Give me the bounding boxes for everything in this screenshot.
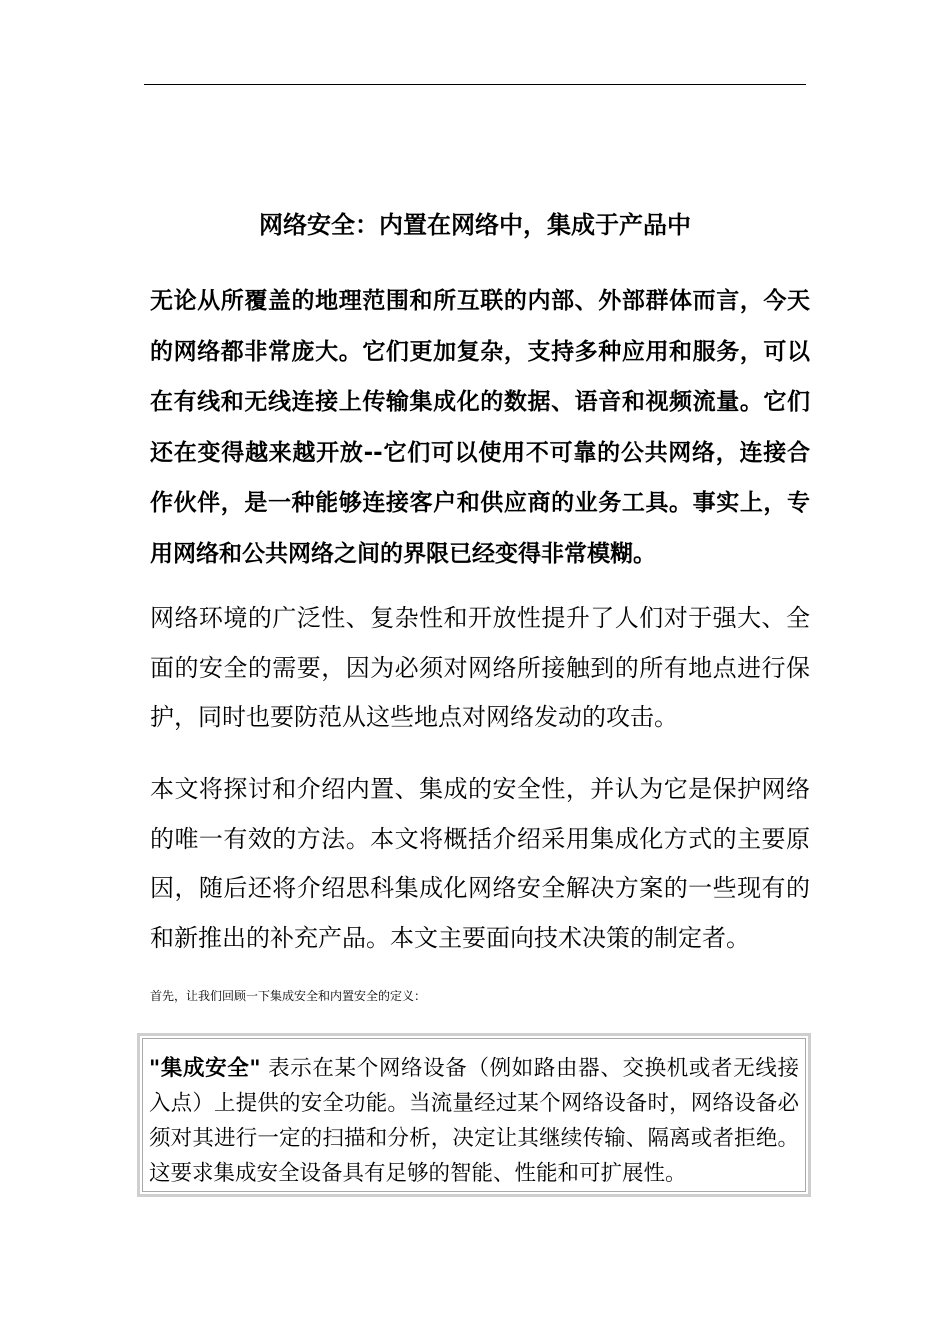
document-title: 网络安全：内置在网络中，集成于产品中 bbox=[259, 211, 691, 239]
header-rule bbox=[144, 84, 806, 85]
intro-paragraph: 无论从所覆盖的地理范围和所互联的内部、外部群体而言，今天的网络都非常庞大。它们更加复杂，支持多种应用和服务，可以在有线和无线连接上传输集成化的数据、语音和视频流量。它们还在变得越来越开放--它们可以使用不可靠的公共网络，连接合作伙伴，是一种能够连接客户和供应商的业务工具。事实上，专用网络和公共网络之间的界限已经变得非常模糊。 bbox=[150, 288, 810, 567]
body-paragraph-2: 本文将探讨和介绍内置、集成的安全性，并认为它是保护网络的唯一有效的方法。本文将概括介绍采用集成化方式的主要原因，随后还将介绍思科集成化网络安全解决方案的一些现有的和新推出的补充产品。本文主要面向技术决策的制定者。 bbox=[150, 775, 810, 952]
definition-intro-note: 首先，让我们回顾一下集成安全和内置安全的定义： bbox=[150, 989, 427, 1003]
definition-text: 表示在某个网络设备（例如路由器、交换机或者无线接入点）上提供的安全功能。当流量经过某个网络设备时，网络设备必须对其进行一定的扫描和分析，决定让其继续传输、隔离或者拒绝。这要求集成安全设备具有足够的智能、性能和可扩展性。 bbox=[149, 1056, 799, 1186]
definition-box-content bbox=[142, 1038, 806, 1192]
definition-box bbox=[137, 1033, 811, 1197]
definition-term: "集成安全" bbox=[149, 1056, 261, 1081]
body-paragraph-1: 网络环境的广泛性、复杂性和开放性提升了人们对于强大、全面的安全的需要，因为必须对网络所接触到的所有地点进行保护，同时也要防范从这些地点对网络发动的攻击。 bbox=[150, 604, 810, 731]
